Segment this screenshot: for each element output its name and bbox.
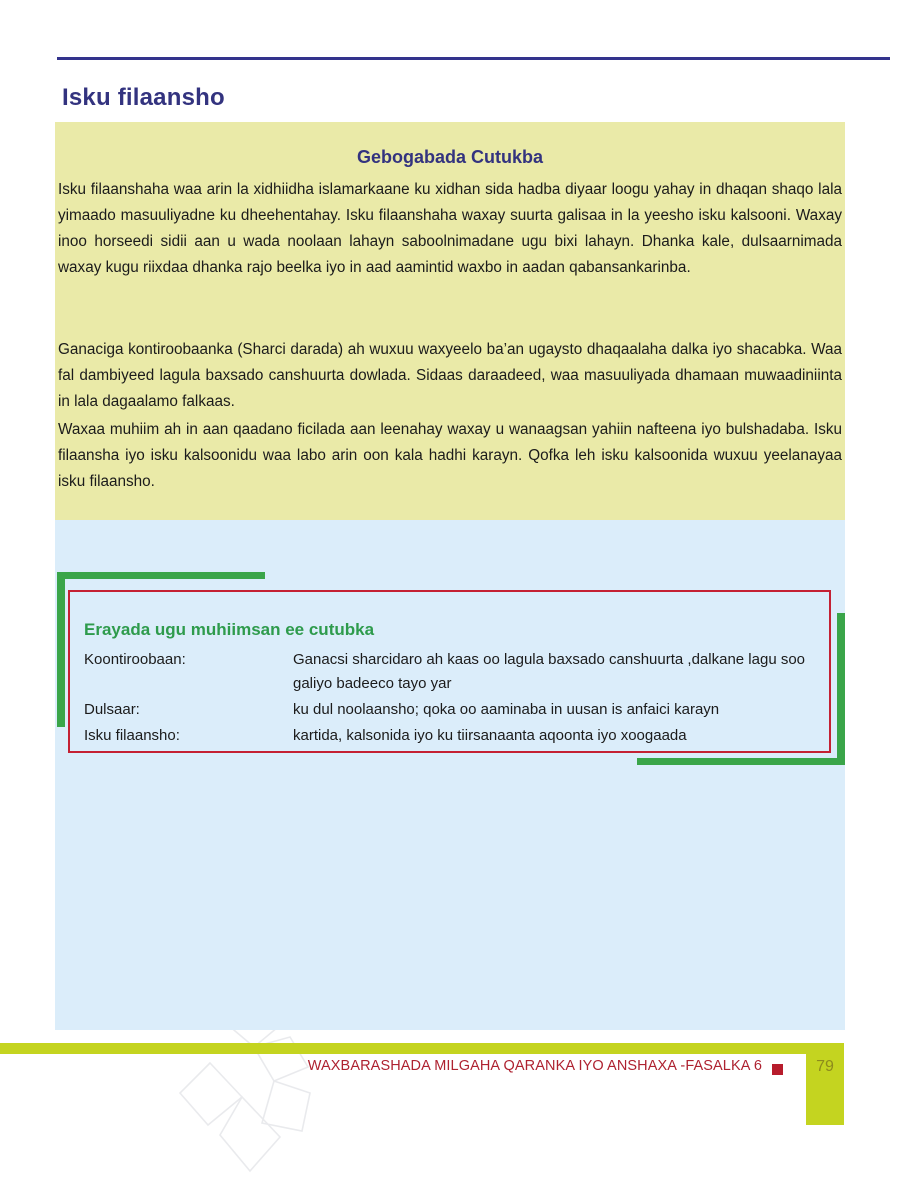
page-title: Isku filaansho [62, 84, 225, 112]
key-terms-title: Erayada ugu muhiimsan ee cutubka [84, 620, 375, 639]
key-term-label: Dulsaar: [84, 701, 140, 718]
key-terms-box [68, 590, 831, 753]
footer-square-bullet-icon [772, 1064, 783, 1075]
page-number: 79 [816, 1058, 834, 1075]
page-number-tab [806, 1043, 844, 1125]
green-bracket-top-horizontal [57, 572, 265, 579]
key-term-definition: kartida, kalsonida iyo ku tiirsanaanta aqoonta iyo xoogaada [293, 727, 687, 744]
key-term-label: Isku filaansho: [84, 727, 180, 744]
body-paragraph: Isku filaanshaha waa arin la xidhiidha islamarkaane ku xidhan sida hadba diyaar loogu yahay in dhaqan shaqo lala yimaado masuuliyadne ku dheehentahay. Isku filaanshaha waxay suurta galisaa in la yeesho isku kalsooni. Waxay inoo horseedi sidii aan u wada noolaan lahayn saboolnimadane ugu bixi lahayn. Dhanka kale, dulsaarnimada waxay kugu riixdaa dhanka rajo beelka iyo in aad aamintid waxbo in aadan qabansankarinba. [58, 181, 842, 277]
key-term-definition: Ganacsi sharcidaro ah kaas oo lagula baxsado canshuurta ,dalkane lagu soo galiyo badeeco tayo yar [293, 651, 806, 692]
key-term-row [84, 648, 817, 696]
key-term-row [84, 698, 817, 722]
key-term-definition: ku dul noolaansho; qoka oo aaminaba in uusan is anfaici karayn [293, 701, 720, 718]
green-bracket-bottom-horizontal [637, 758, 845, 765]
body-paragraph: Ganaciga kontiroobaanka (Sharci darada) ah wuxuu waxyeelo ba’an ugaysto dhaqaalaha dalka iyo shacabka. Waa fal dambiyeed lagula baxsado canshuurta dowlada. Sidaas daraadeed, waa masuuliyada dhamaan muwaadiniinta in lala dagaalamo falkaas. [58, 341, 842, 411]
key-term-label: Koontiroobaan: [84, 651, 186, 668]
green-bracket-top-vertical [57, 572, 65, 727]
key-terms-list [84, 648, 817, 750]
footer-rule [0, 1043, 806, 1054]
footer-book-title: WAXBARASHADA MILGAHA QARANKA IYO ANSHAXA -FASALKA 6 [307, 1058, 762, 1074]
section-heading: Gebogabada Cutukba [356, 146, 544, 167]
key-term-row [84, 724, 817, 748]
green-bracket-bottom-vertical [837, 613, 845, 765]
summary-panel [55, 122, 845, 520]
body-paragraph: Waxaa muhiim ah in aan qaadano ficilada aan leenahay waxay u wanaagsan yahiin nafteena iyo bulshadaba. Isku filaansha iyo isku kalsoonidu waa labo arin oon kala hadhi karayn. Qofka leh isku kalsoonida wuxuu yeelanayaa isku filaansho. [58, 421, 842, 491]
header-divider-rule [57, 57, 890, 60]
